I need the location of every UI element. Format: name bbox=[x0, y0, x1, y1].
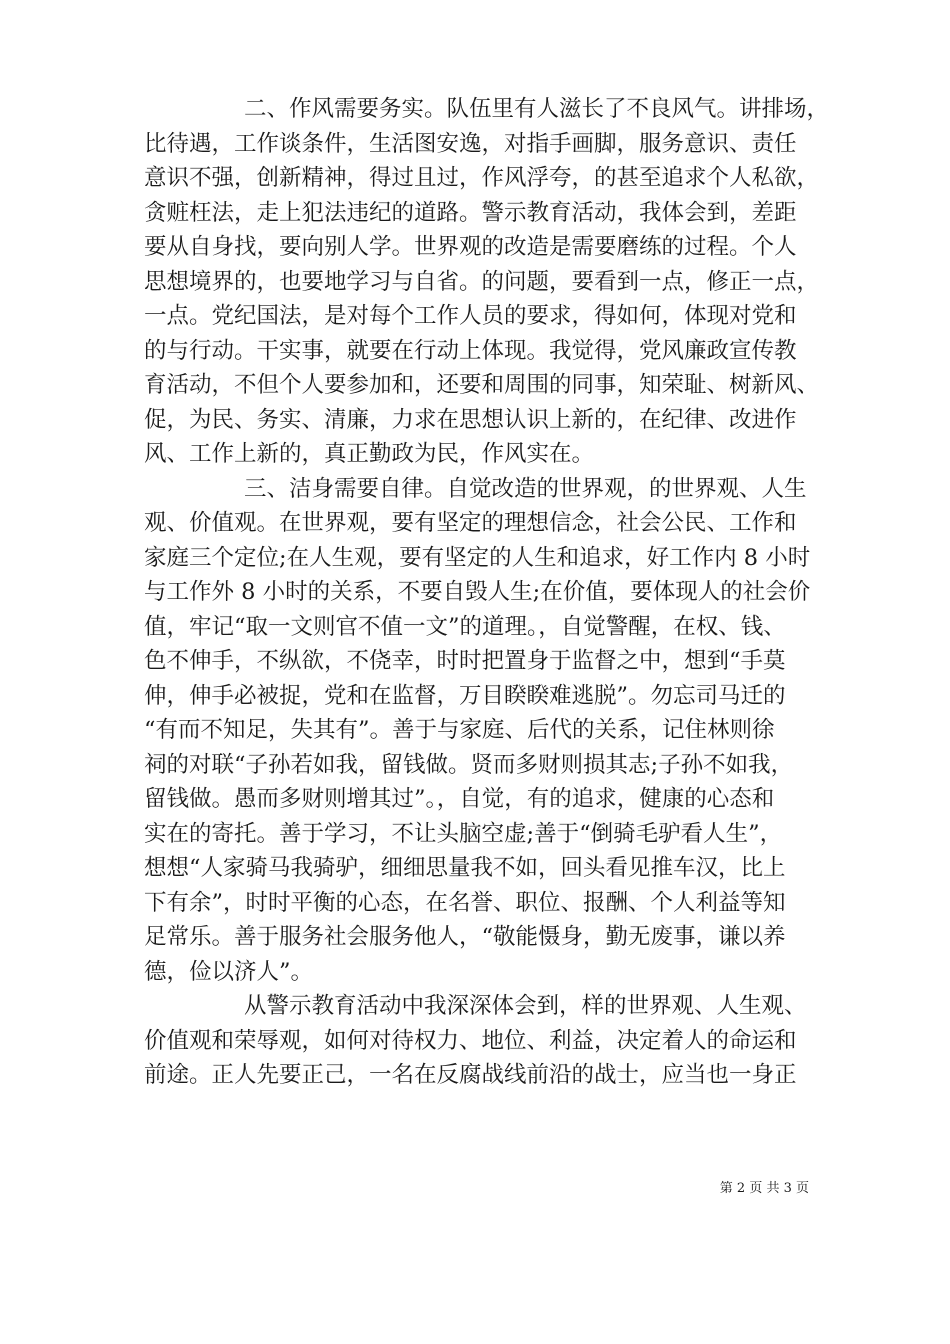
text-line: 前途。正人先要正己，一名在反腐战线前沿的战士，应当也一身正 bbox=[144, 1062, 797, 1088]
text-line: 值，牢记“取一文则官不值一文”的道理。，自觉警醒，在权、钱、 bbox=[144, 613, 786, 640]
text-line: 留钱做。愚而多财则增其过”。，自觉，有的追求，健康的心态和 bbox=[144, 786, 775, 812]
text-line: 要从自身找，要向别人学。世界观的改造是需要磨练的过程。个人 bbox=[144, 234, 797, 260]
text-line: 德，俭以济人”。 bbox=[144, 958, 314, 985]
text-line: 比待遇，工作谈条件，生活图安逸，对指手画脚，服务意识、责任 bbox=[144, 130, 797, 157]
text-line: 与工作外 8 小时的关系，不要自毁人生;在价值，要体现人的社会价 bbox=[144, 579, 811, 605]
text-line: 家庭三个定位;在人生观，要有坚定的人生和追求，好工作内 8 小时 bbox=[144, 544, 811, 571]
text-line: 实在的寄托。善于学习，不让头脑空虚;善于“倒骑毛驴看人生”， bbox=[144, 820, 783, 847]
text-line: 贪赃枉法，走上犯法违纪的道路。警示教育活动，我体会到，差距 bbox=[144, 199, 797, 226]
text-line: 一点。党纪国法，是对每个工作人员的要求，得如何，体现对党和 bbox=[144, 303, 797, 329]
text-line: 意识不强，创新精神，得过且过，作风浮夸，的甚至追求个人私欲， bbox=[144, 165, 820, 191]
text-line: 二、作风需要务实。队伍里有人滋长了不良风气。讲排场， bbox=[244, 96, 830, 122]
text-line: 观、价值观。在世界观，要有坚定的理想信念，社会公民、工作和 bbox=[144, 510, 797, 536]
text-line: 思想境界的，也要地学习与自省。的问题，要看到一点，修正一点， bbox=[144, 268, 820, 295]
text-line: 色不伸手，不纵欲，不侥幸，时时把置身于监督之中，想到“手莫 bbox=[144, 648, 786, 674]
text-line: 下有余”，时时平衡的心态，在名誉、职位、报酬、个人利益等知 bbox=[144, 889, 786, 916]
text-line: 三、洁身需要自律。自觉改造的世界观，的世界观、人生 bbox=[244, 475, 807, 502]
text-line: 育活动，不但个人要参加和，还要和周围的同事，知荣耻、树新风、 bbox=[144, 372, 820, 398]
text-line: 伸，伸手必被捉，党和在监督，万目睽睽难逃脱”。勿忘司马迁的 bbox=[144, 682, 786, 709]
text-line: 从警示教育活动中我深深体会到，样的世界观、人生观、 bbox=[244, 993, 807, 1019]
text-line: “有而不知足，失其有”。善于与家庭、后代的关系，记住林则徐 bbox=[144, 717, 775, 743]
text-line: 足常乐。善于服务社会服务他人，“敬能慑身，勤无废事，谦以养 bbox=[144, 924, 786, 950]
text-line: 想想“人家骑马我骑驴，细细思量我不如，回头看见推车汉，比上 bbox=[144, 855, 786, 881]
paragraph-self-discipline bbox=[144, 472, 814, 990]
text-line: 价值观和荣辱观，如何对待权力、地位、利益，决定着人的命运和 bbox=[144, 1027, 797, 1054]
document-body bbox=[144, 92, 830, 1093]
paragraph-reflection bbox=[144, 989, 814, 1093]
page-number-footer: 第 2 页 共 3 页 bbox=[719, 1181, 809, 1196]
text-line: 祠的对联“子孙若如我，留钱做。贤而多财则损其志;子孙不如我， bbox=[144, 751, 794, 778]
text-line: 促，为民、务实、清廉，力求在思想认识上新的，在纪律、改进作 bbox=[144, 406, 797, 433]
text-line: 风、工作上新的，真正勤政为民，作风实在。 bbox=[144, 441, 595, 467]
paragraph-work-style bbox=[144, 92, 830, 472]
text-line: 的与行动。干实事，就要在行动上体现。我觉得，党风廉政宣传教 bbox=[144, 337, 797, 364]
